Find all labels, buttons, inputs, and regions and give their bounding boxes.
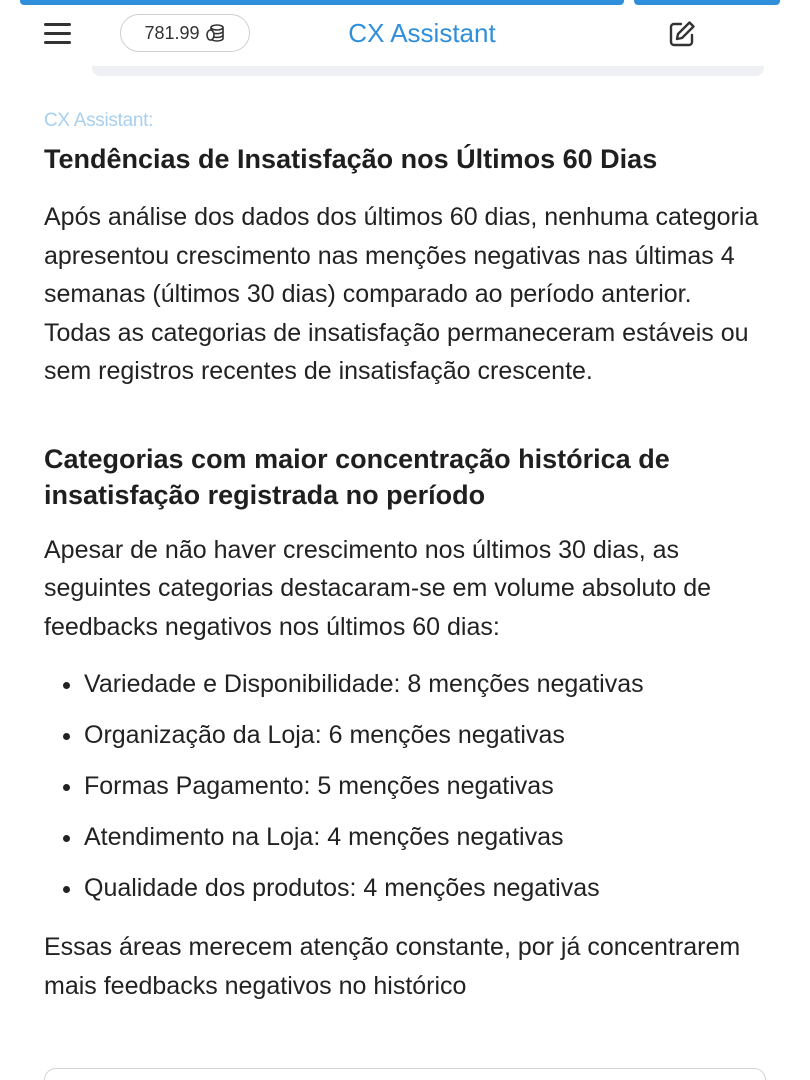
list-item: • Qualidade dos produtos: 4 menções negativas xyxy=(84,870,764,906)
assistant-message xyxy=(44,110,764,1005)
list-item: • Variedade e Disponibilidade: 8 menções negativas xyxy=(84,666,764,702)
edit-icon[interactable] xyxy=(666,18,698,50)
speaker-label: CX Assistant: xyxy=(44,110,154,131)
message-paragraph-conclusion: Essas áreas merecem atenção constante, por já concentrarem mais feedbacks negativos no histórico xyxy=(44,933,741,1000)
header-shadow xyxy=(92,66,764,76)
credits-badge[interactable] xyxy=(120,14,250,52)
message-heading-trends: Tendências de Insatisfação nos Últimos 60 Dias xyxy=(44,144,658,174)
hamburger-menu-icon[interactable] xyxy=(44,23,71,45)
credits-value: 781.99 xyxy=(144,22,200,43)
list-item: • Atendimento na Loja: 4 menções negativas xyxy=(84,819,764,855)
chat-input-box[interactable] xyxy=(44,1068,766,1080)
category-list xyxy=(44,666,764,906)
list-item: • Organização da Loja: 6 menções negativas xyxy=(84,717,764,753)
message-paragraph-intro: Apesar de não haver crescimento nos últimos 30 dias, as seguintes categorias destacaram-se em volume absoluto de feedbacks negativos nos últimos 60 dias: xyxy=(44,535,712,641)
coins-icon xyxy=(206,23,226,43)
app-title: CX Assistant xyxy=(348,18,496,48)
app-header xyxy=(0,5,810,67)
list-item: • Formas Pagamento: 5 menções negativas xyxy=(84,768,764,804)
message-paragraph-analysis: Após análise dos dados dos últimos 60 dias, nenhuma categoria apresentou crescimento nas menções negativas nas últimas 4 semanas (últimos 30 dias) comparado ao período anterior. Todas as categorias de insatisfação permaneceram estáveis ou sem registros recentes de insatisfação crescente. xyxy=(44,203,759,385)
message-heading-categories: Categorias com maior concentração histórica de insatisfação registrada no período xyxy=(44,443,670,510)
